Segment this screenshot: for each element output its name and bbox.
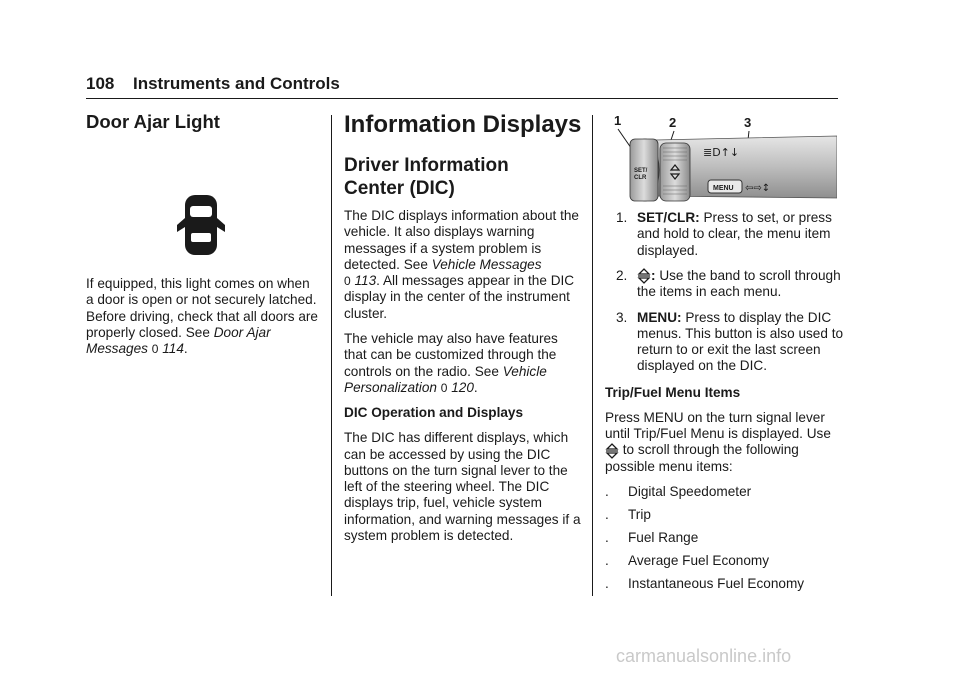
dic-paragraph-3: The DIC has different displays, which can be accessed by using the DIC buttons on the turn signal lever to the left of the steering wheel. The DIC displays trip, fuel, vehicle system information, and warning messages if a system problem is detected.: [344, 430, 581, 544]
dic-paragraph-1: The DIC displays information about the vehicle. It also displays warning messages if a system problem is detected. See Vehicle Messages 0 113. All messages appear in the DIC display in the center of the instrument cluster.: [344, 208, 579, 321]
information-displays-heading: Information Displays: [344, 111, 582, 138]
scroll-band-icon: [605, 443, 619, 459]
page-header: [86, 72, 838, 99]
callout-2: 2: [669, 115, 677, 130]
door-ajar-icon: [175, 192, 227, 258]
door-ajar-section: [86, 110, 318, 366]
column-divider-2: [592, 115, 593, 596]
watermark: carmanualsonline.info: [616, 646, 792, 666]
svg-text:≣D↑↓: ≣D↑↓: [703, 146, 740, 159]
dic-heading: Driver Information Center (DIC): [344, 155, 509, 199]
trip-fuel-subhead: Trip/Fuel Menu Items: [605, 384, 741, 400]
trip-fuel-bullets: [605, 484, 845, 592]
svg-text:⇦⇨↕: ⇦⇨↕: [745, 183, 771, 194]
list-item: . Digital Speedometer: [605, 484, 752, 500]
door-ajar-heading: Door Ajar Light: [86, 111, 220, 132]
door-ajar-ref[interactable]: Door Ajar Messages: [86, 324, 271, 357]
vehicle-messages-ref[interactable]: Vehicle Messages: [431, 256, 542, 272]
vehicle-personalization-ref[interactable]: Vehicle Personalization: [344, 363, 547, 395]
list-item: . Average Fuel Economy: [605, 553, 770, 569]
list-item: . Fuel Range: [605, 530, 699, 546]
list-item: 3. MENU: Press to display the DIC menus. This button is also used to return to or exit the last screen displayed on the DIC.: [616, 309, 844, 374]
svg-text:SET/: SET/: [634, 168, 648, 174]
dic-controls-section: [605, 110, 845, 599]
dic-operation-subhead: DIC Operation and Displays: [344, 405, 524, 421]
trip-fuel-paragraph: Press MENU on the turn signal lever until Trip/Fuel Menu is displayed. Use to scroll through the following possible menu items:: [605, 409, 831, 474]
list-item: . Instantaneous Fuel Economy: [605, 576, 805, 592]
information-displays-section: [344, 110, 584, 553]
callout-3: 3: [744, 115, 752, 130]
page-number: 108: [86, 74, 115, 93]
list-item: 1. SET/CLR: Press to set, or press and hold to clear, the menu item displayed.: [616, 210, 832, 258]
svg-text:MENU: MENU: [713, 185, 734, 192]
dic-controls-list: [605, 210, 845, 375]
door-ajar-text: If equipped, this light comes on when a door is open or not securely latched. Before driving, check that all doors are properly closed. See Door Ajar Messages 0 114.: [86, 276, 318, 357]
dic-paragraph-2: The vehicle may also have features that can be customized through the controls on the radio. See Vehicle Personalization 0 120.: [344, 331, 558, 395]
svg-text:CLR: CLR: [634, 175, 647, 181]
callout-1: 1: [614, 113, 622, 128]
section-title: Instruments and Controls: [133, 74, 340, 93]
scroll-band-icon: [637, 268, 651, 284]
list-item: . Trip: [605, 507, 651, 523]
list-item: 2. : Use the band to scroll through the items in each menu.: [616, 267, 841, 300]
turn-signal-lever-diagram: [605, 110, 837, 202]
column-divider-1: [331, 115, 332, 596]
